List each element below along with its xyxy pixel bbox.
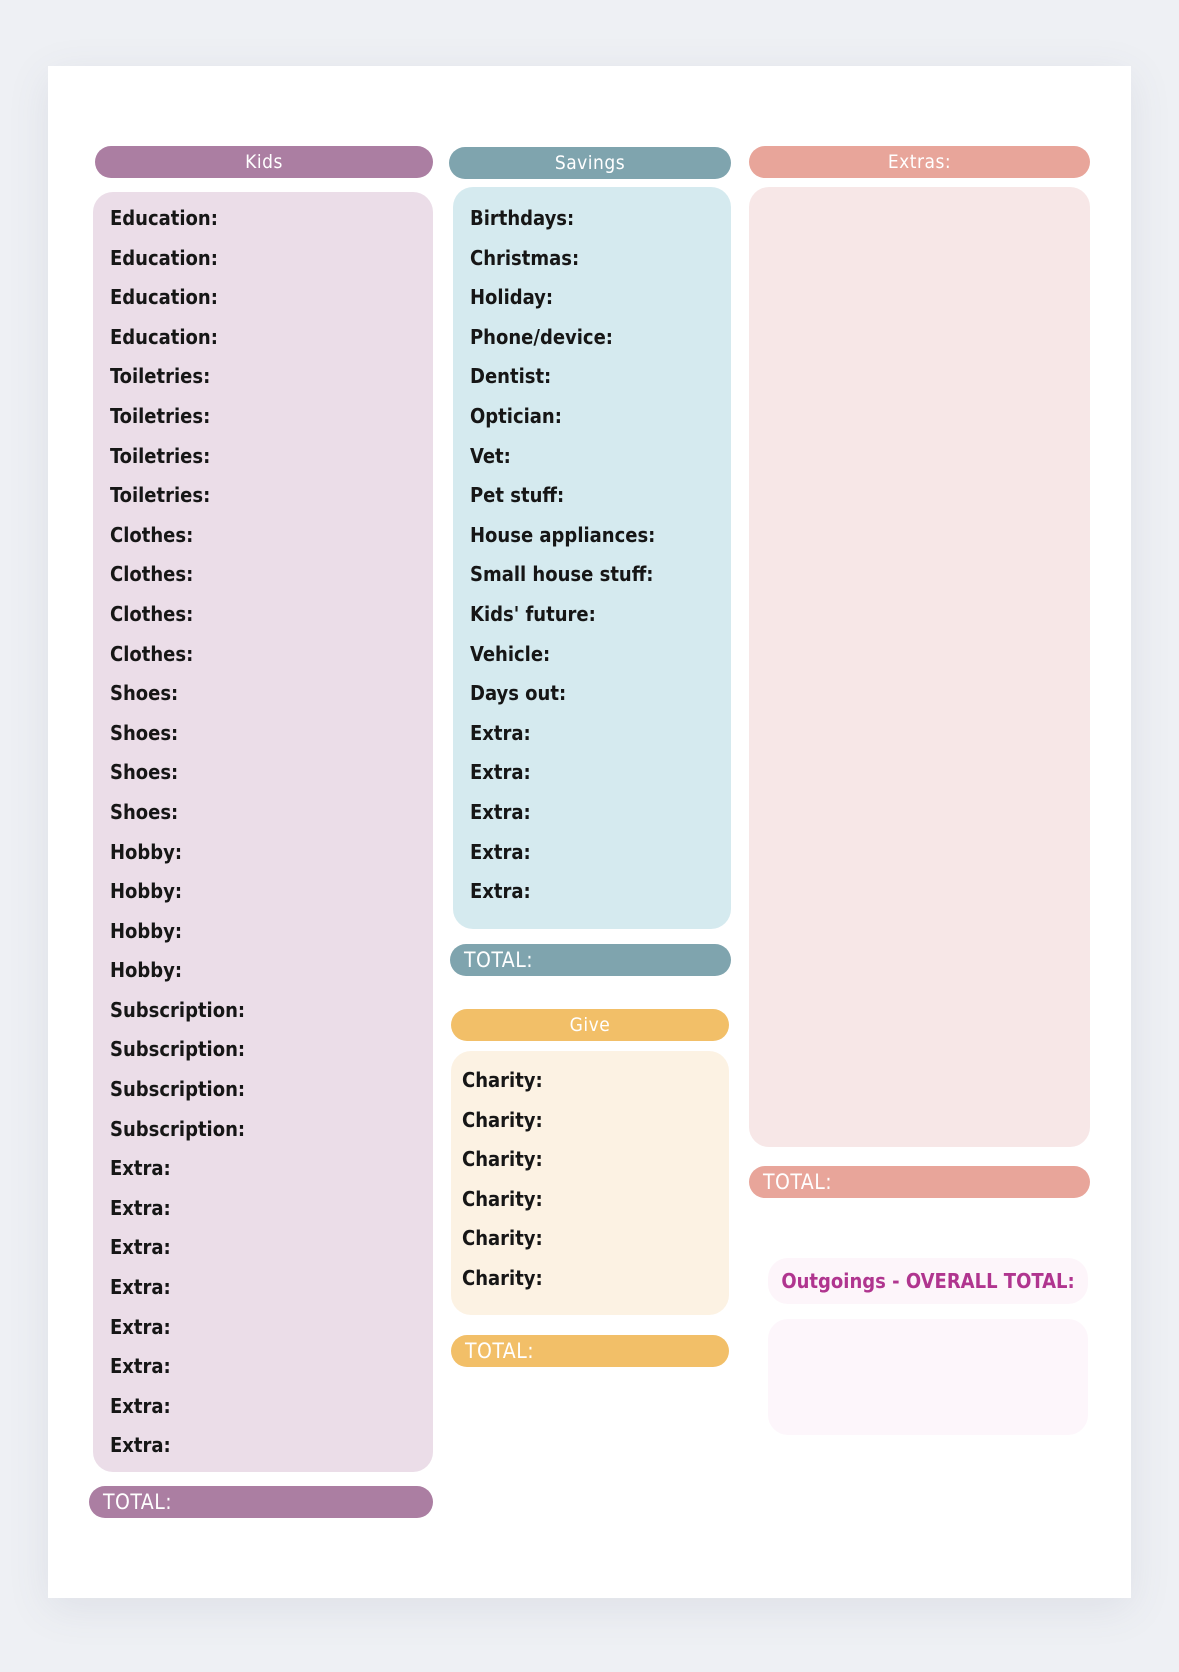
kids-item[interactable]: Shoes: bbox=[110, 760, 179, 785]
kids-item[interactable]: Shoes: bbox=[110, 799, 179, 824]
extras-panel[interactable] bbox=[749, 187, 1090, 1147]
savings-item[interactable]: Optician: bbox=[470, 403, 562, 428]
savings-item[interactable]: Phone/device: bbox=[470, 324, 613, 349]
savings-item[interactable]: Holiday: bbox=[470, 285, 554, 310]
savings-item[interactable]: Extra: bbox=[470, 799, 531, 824]
give-item[interactable]: Charity: bbox=[462, 1186, 543, 1211]
give-panel bbox=[451, 1051, 729, 1315]
kids-item[interactable]: Extra: bbox=[110, 1393, 171, 1418]
give-item[interactable]: Charity: bbox=[462, 1068, 543, 1092]
kids-item[interactable]: Extra: bbox=[110, 1235, 171, 1260]
savings-item[interactable]: Vehicle: bbox=[470, 641, 551, 666]
kids-item[interactable]: Extra: bbox=[110, 1433, 171, 1458]
savings-item[interactable]: Birthdays: bbox=[470, 206, 575, 230]
kids-header: Kids bbox=[95, 146, 433, 178]
give-item[interactable]: Charity: bbox=[462, 1226, 543, 1251]
kids-item[interactable]: Clothes: bbox=[110, 601, 194, 626]
kids-panel bbox=[93, 192, 433, 1472]
kids-item[interactable]: Toiletries: bbox=[110, 443, 211, 468]
kids-item[interactable]: Clothes: bbox=[110, 641, 194, 666]
give-list bbox=[462, 1061, 543, 1299]
overall-total-box[interactable] bbox=[768, 1319, 1088, 1435]
give-item[interactable]: Charity: bbox=[462, 1265, 543, 1290]
savings-item[interactable]: Christmas: bbox=[470, 245, 580, 270]
kids-item[interactable]: Toiletries: bbox=[110, 403, 211, 428]
kids-item[interactable]: Education: bbox=[110, 324, 218, 349]
kids-total[interactable]: TOTAL: bbox=[89, 1486, 433, 1518]
savings-item[interactable]: House appliances: bbox=[470, 522, 656, 547]
kids-item[interactable]: Toiletries: bbox=[110, 483, 211, 508]
kids-item[interactable]: Toiletries: bbox=[110, 364, 211, 389]
savings-item[interactable]: Extra: bbox=[470, 760, 531, 785]
kids-item[interactable]: Extra: bbox=[110, 1275, 171, 1300]
savings-item[interactable]: Vet: bbox=[470, 443, 511, 468]
kids-item[interactable]: Clothes: bbox=[110, 562, 194, 587]
kids-item[interactable]: Extra: bbox=[110, 1195, 171, 1220]
kids-item[interactable]: Shoes: bbox=[110, 681, 179, 706]
kids-item[interactable]: Hobby: bbox=[110, 918, 183, 943]
kids-item[interactable]: Education: bbox=[110, 206, 218, 230]
give-item[interactable]: Charity: bbox=[462, 1107, 543, 1132]
kids-item[interactable]: Education: bbox=[110, 285, 218, 310]
kids-item[interactable]: Extra: bbox=[110, 1156, 171, 1181]
kids-item[interactable]: Subscription: bbox=[110, 1077, 246, 1102]
kids-item[interactable]: Hobby: bbox=[110, 839, 183, 864]
give-total[interactable]: TOTAL: bbox=[451, 1335, 729, 1367]
savings-total[interactable]: TOTAL: bbox=[450, 944, 731, 976]
savings-item[interactable]: Extra: bbox=[470, 879, 531, 904]
extras-header: Extras: bbox=[749, 146, 1090, 178]
savings-item[interactable]: Pet stuff: bbox=[470, 483, 565, 508]
kids-item[interactable]: Hobby: bbox=[110, 879, 183, 904]
kids-item[interactable]: Subscription: bbox=[110, 997, 246, 1022]
kids-item[interactable]: Subscription: bbox=[110, 1037, 246, 1062]
kids-item[interactable]: Clothes: bbox=[110, 522, 194, 547]
savings-item[interactable]: Small house stuff: bbox=[470, 562, 654, 587]
savings-header: Savings bbox=[449, 147, 731, 179]
kids-list bbox=[110, 199, 245, 1466]
extras-total[interactable]: TOTAL: bbox=[749, 1166, 1090, 1198]
kids-item[interactable]: Education: bbox=[110, 245, 218, 270]
kids-item[interactable]: Extra: bbox=[110, 1354, 171, 1379]
savings-panel bbox=[453, 187, 731, 929]
savings-item[interactable]: Extra: bbox=[470, 720, 531, 745]
planner-page bbox=[48, 66, 1131, 1598]
kids-item[interactable]: Subscription: bbox=[110, 1116, 246, 1141]
kids-item[interactable]: Extra: bbox=[110, 1314, 171, 1339]
give-header: Give bbox=[451, 1009, 729, 1041]
kids-item[interactable]: Shoes: bbox=[110, 720, 179, 745]
overall-total-label: Outgoings - OVERALL TOTAL: bbox=[768, 1258, 1088, 1304]
savings-item[interactable]: Days out: bbox=[470, 681, 567, 706]
savings-list bbox=[470, 199, 655, 912]
savings-item[interactable]: Extra: bbox=[470, 839, 531, 864]
give-item[interactable]: Charity: bbox=[462, 1147, 543, 1172]
savings-item[interactable]: Kids' future: bbox=[470, 601, 596, 626]
kids-item[interactable]: Hobby: bbox=[110, 958, 183, 983]
savings-item[interactable]: Dentist: bbox=[470, 364, 552, 389]
